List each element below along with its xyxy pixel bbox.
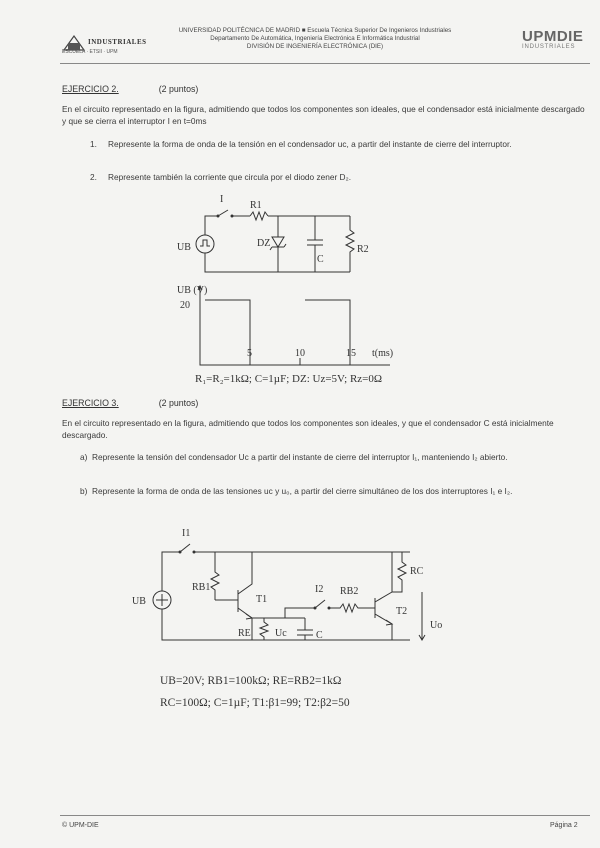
- header-institution: [150, 27, 480, 51]
- ex2-fig-tick-5: 5: [247, 348, 252, 359]
- ex2-fig-params: R₁=R₂=1kΩ; C=1µF; DZ: Uz=5V; Rz=0Ω: [195, 373, 383, 385]
- ex2-intro: En el circuito representado en la figura, admitiendo que todos los componentes son ideales, que el condensador está inicialmente descargado y que se cierra el interruptor I en t=0ms: [62, 104, 585, 126]
- logo-sub: ESCUELA · ETSII · UPM: [62, 49, 118, 55]
- ex2-fig-unit: t(ms): [372, 348, 394, 359]
- ex2-item1-num: 1.: [90, 139, 97, 149]
- ex3-fig-t2-label: T2: [396, 606, 408, 617]
- ex3-fig-rc-label: RC: [410, 566, 424, 577]
- ex3-fig-i2-label: I2: [315, 584, 324, 595]
- ex2-fig-tick-15: 15: [346, 348, 356, 359]
- footer-copyright: © UPM-DIE: [62, 822, 99, 829]
- ex3-title: EJERCICIO 3.: [62, 398, 119, 408]
- header-line-1: UNIVERSIDAD POLITÉCNICA DE MADRID ■ Escuela Técnica Superior De Ingenieros Industriales: [178, 27, 452, 34]
- ex3-item-a: Represente la tensión del condensador Uᴄ a partir del instante de cierre del interruptor I₁, manteniendo I₂ abierto.: [92, 452, 508, 462]
- ex3-fig-params-2: RC=100Ω; C=1µF; T1:β1=99; T2:β2=50: [160, 697, 350, 709]
- ex2-figure: [150, 190, 450, 390]
- ex3-fig-uo-label: Uo: [430, 620, 443, 631]
- ex3-intro: En el circuito representado en la figura, admitiendo que todos los componentes son ideales, y que el condensador C está inicialmente descargado.: [62, 418, 554, 440]
- ex2-fig-source-label: UB: [177, 242, 191, 253]
- school-logo: [62, 30, 157, 58]
- ex3-fig-i1-label: I1: [182, 528, 191, 539]
- footer-rule: [60, 815, 590, 816]
- ex3-fig-uc-label: Uc: [275, 628, 287, 639]
- ex2-fig-r1-label: R1: [250, 200, 262, 211]
- ex2-fig-c-label: C: [317, 254, 324, 265]
- ex3-fig-rb1-label: RB1: [192, 582, 211, 593]
- ex3-figure: [130, 522, 490, 722]
- brand-logo: UPMDIE: [522, 28, 584, 45]
- ex2-fig-r2-label: R2: [357, 244, 369, 255]
- ex2-fig-tick-10: 10: [295, 348, 305, 359]
- ex2-fig-level: 20: [180, 300, 190, 311]
- ex3-heading: [62, 398, 198, 408]
- brand-sub: INDUSTRIALES: [522, 44, 576, 50]
- ex3-fig-re-label: RE: [238, 628, 251, 639]
- ex3-fig-rb2-label: RB2: [340, 586, 359, 597]
- ex2-item1: Represente la forma de onda de la tensión en el condensador uᴄ, a partir del instante de cierre del interruptor.: [108, 139, 512, 149]
- ex3-fig-t1-label: T1: [256, 594, 268, 605]
- ex2-item2-num: 2.: [90, 172, 97, 182]
- ex3-item-b: Represente la forma de onda de las tensiones uᴄ y u₀, a partir del cierre simultáneo de los dos interruptores I₁ e I₂.: [92, 486, 513, 496]
- logo-name: INDUSTRIALES: [88, 38, 147, 46]
- ex3-item-a-num: a): [80, 452, 88, 462]
- header-rule: [60, 63, 590, 64]
- ex3-item-b-num: b): [80, 486, 88, 496]
- ex2-points: (2 puntos): [158, 84, 199, 94]
- ex3-fig-source-label: UB: [132, 596, 146, 607]
- ex2-title: EJERCICIO 2.: [62, 84, 119, 94]
- ex3-fig-c-label: C: [316, 630, 323, 641]
- ex2-fig-axis-label: UB (V): [177, 285, 208, 296]
- header-line-3: DIVISIÓN DE INGENIERÍA ELECTRÓNICA (DIE): [246, 43, 384, 50]
- ex2-fig-dz-label: DZ: [257, 238, 271, 249]
- ex2-heading: [62, 84, 198, 94]
- header-line-2: Departamento De Automática, Ingeniería Electrónica E Informática Industrial: [210, 35, 420, 42]
- ex3-points: (2 puntos): [158, 398, 199, 408]
- ex2-fig-switch-label: I: [220, 194, 224, 205]
- ex3-fig-params-1: UB=20V; RB1=100kΩ; RE=RB2=1kΩ: [160, 675, 342, 687]
- ex2-item2: Represente también la corriente que circula por el diodo zener D₂.: [108, 172, 352, 182]
- footer-page-number: Página 2: [550, 822, 578, 829]
